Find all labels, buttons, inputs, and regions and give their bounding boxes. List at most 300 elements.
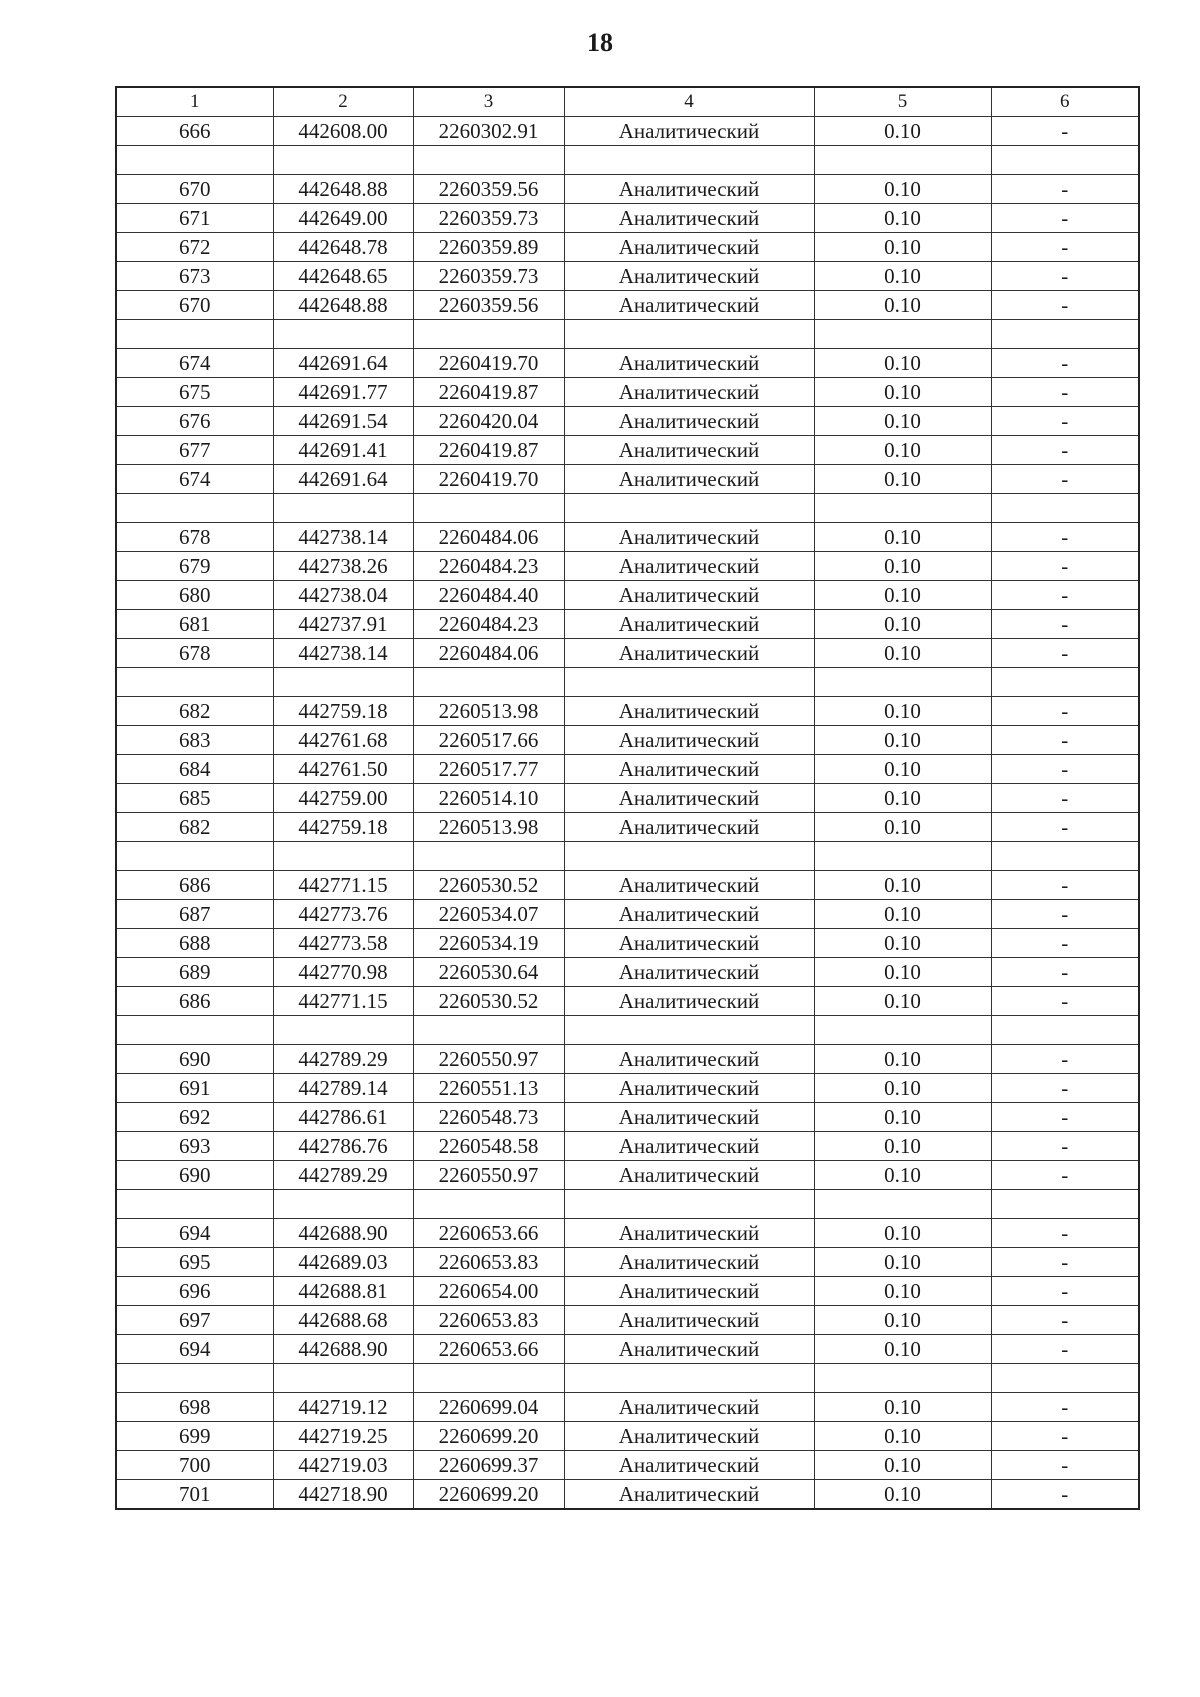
method-cell: Аналитический <box>564 1103 814 1132</box>
table-row <box>116 349 1139 378</box>
method-cell: Аналитический <box>564 1045 814 1074</box>
accuracy-cell <box>814 494 991 523</box>
method-cell: Аналитический <box>564 349 814 378</box>
point-number-cell: 689 <box>116 958 273 987</box>
table-row <box>116 1074 1139 1103</box>
accuracy-cell: 0.10 <box>814 1045 991 1074</box>
method-cell <box>564 1190 814 1219</box>
point-number-cell <box>116 668 273 697</box>
point-number-cell: 674 <box>116 465 273 494</box>
table-row <box>116 204 1139 233</box>
point-number-cell: 679 <box>116 552 273 581</box>
table-row <box>116 842 1139 871</box>
accuracy-cell: 0.10 <box>814 929 991 958</box>
note-cell: - <box>991 1045 1139 1074</box>
y-coordinate-cell <box>413 842 564 871</box>
y-coordinate-cell: 2260419.87 <box>413 378 564 407</box>
y-coordinate-cell: 2260530.52 <box>413 871 564 900</box>
accuracy-cell <box>814 668 991 697</box>
table-row <box>116 784 1139 813</box>
method-cell: Аналитический <box>564 407 814 436</box>
y-coordinate-cell: 2260419.87 <box>413 436 564 465</box>
accuracy-cell: 0.10 <box>814 117 991 146</box>
method-cell: Аналитический <box>564 929 814 958</box>
accuracy-cell: 0.10 <box>814 958 991 987</box>
method-cell: Аналитический <box>564 813 814 842</box>
y-coordinate-cell: 2260513.98 <box>413 813 564 842</box>
note-cell: - <box>991 349 1139 378</box>
point-number-cell: 688 <box>116 929 273 958</box>
method-cell: Аналитический <box>564 755 814 784</box>
note-cell: - <box>991 784 1139 813</box>
note-cell: - <box>991 1103 1139 1132</box>
point-number-cell <box>116 1016 273 1045</box>
accuracy-cell: 0.10 <box>814 871 991 900</box>
accuracy-cell: 0.10 <box>814 349 991 378</box>
method-cell: Аналитический <box>564 900 814 929</box>
point-number-cell: 673 <box>116 262 273 291</box>
note-cell: - <box>991 1306 1139 1335</box>
accuracy-cell: 0.10 <box>814 1451 991 1480</box>
point-number-cell: 692 <box>116 1103 273 1132</box>
point-number-cell: 666 <box>116 117 273 146</box>
table-row <box>116 262 1139 291</box>
method-cell: Аналитический <box>564 1277 814 1306</box>
method-cell <box>564 146 814 175</box>
accuracy-cell: 0.10 <box>814 1219 991 1248</box>
method-cell: Аналитический <box>564 1335 814 1364</box>
y-coordinate-cell: 2260530.64 <box>413 958 564 987</box>
method-cell: Аналитический <box>564 987 814 1016</box>
point-number-cell: 681 <box>116 610 273 639</box>
accuracy-cell: 0.10 <box>814 784 991 813</box>
point-number-cell <box>116 494 273 523</box>
accuracy-cell: 0.10 <box>814 987 991 1016</box>
note-cell: - <box>991 987 1139 1016</box>
accuracy-cell: 0.10 <box>814 552 991 581</box>
table-row <box>116 291 1139 320</box>
method-cell <box>564 1016 814 1045</box>
y-coordinate-cell: 2260513.98 <box>413 697 564 726</box>
x-coordinate-cell: 442738.26 <box>273 552 413 581</box>
note-cell: - <box>991 1219 1139 1248</box>
method-cell: Аналитический <box>564 1451 814 1480</box>
accuracy-cell: 0.10 <box>814 1074 991 1103</box>
table-row <box>116 1364 1139 1393</box>
x-coordinate-cell: 442789.14 <box>273 1074 413 1103</box>
y-coordinate-cell: 2260484.06 <box>413 523 564 552</box>
y-coordinate-cell: 2260699.20 <box>413 1480 564 1510</box>
point-number-cell: 674 <box>116 349 273 378</box>
point-number-cell: 697 <box>116 1306 273 1335</box>
x-coordinate-cell: 442688.90 <box>273 1219 413 1248</box>
accuracy-cell: 0.10 <box>814 1335 991 1364</box>
table-row <box>116 523 1139 552</box>
column-header: 4 <box>564 87 814 117</box>
method-cell: Аналитический <box>564 1480 814 1510</box>
method-cell: Аналитический <box>564 1161 814 1190</box>
note-cell: - <box>991 958 1139 987</box>
point-number-cell: 686 <box>116 987 273 1016</box>
accuracy-cell: 0.10 <box>814 639 991 668</box>
point-number-cell: 678 <box>116 639 273 668</box>
y-coordinate-cell: 2260548.58 <box>413 1132 564 1161</box>
point-number-cell: 690 <box>116 1045 273 1074</box>
y-coordinate-cell: 2260484.23 <box>413 610 564 639</box>
table-row <box>116 378 1139 407</box>
table-row <box>116 813 1139 842</box>
y-coordinate-cell <box>413 1190 564 1219</box>
method-cell: Аналитический <box>564 1248 814 1277</box>
method-cell: Аналитический <box>564 175 814 204</box>
note-cell: - <box>991 726 1139 755</box>
method-cell: Аналитический <box>564 726 814 755</box>
note-cell: - <box>991 639 1139 668</box>
y-coordinate-cell <box>413 1016 564 1045</box>
y-coordinate-cell: 2260534.07 <box>413 900 564 929</box>
method-cell: Аналитический <box>564 436 814 465</box>
point-number-cell: 685 <box>116 784 273 813</box>
note-cell: - <box>991 204 1139 233</box>
x-coordinate-cell: 442648.88 <box>273 291 413 320</box>
accuracy-cell: 0.10 <box>814 726 991 755</box>
x-coordinate-cell: 442688.90 <box>273 1335 413 1364</box>
table-row <box>116 726 1139 755</box>
point-number-cell <box>116 1190 273 1219</box>
method-cell: Аналитический <box>564 1132 814 1161</box>
accuracy-cell: 0.10 <box>814 465 991 494</box>
note-cell: - <box>991 407 1139 436</box>
x-coordinate-cell <box>273 842 413 871</box>
method-cell: Аналитический <box>564 233 814 262</box>
note-cell <box>991 1016 1139 1045</box>
point-number-cell: 694 <box>116 1335 273 1364</box>
point-number-cell <box>116 1364 273 1393</box>
accuracy-cell: 0.10 <box>814 204 991 233</box>
x-coordinate-cell: 442737.91 <box>273 610 413 639</box>
table-row <box>116 668 1139 697</box>
point-number-cell <box>116 320 273 349</box>
point-number-cell: 696 <box>116 1277 273 1306</box>
accuracy-cell <box>814 842 991 871</box>
x-coordinate-cell: 442759.18 <box>273 697 413 726</box>
point-number-cell: 698 <box>116 1393 273 1422</box>
note-cell: - <box>991 262 1139 291</box>
point-number-cell <box>116 842 273 871</box>
table-row <box>116 987 1139 1016</box>
note-cell: - <box>991 610 1139 639</box>
accuracy-cell <box>814 146 991 175</box>
x-coordinate-cell <box>273 320 413 349</box>
table-row <box>116 146 1139 175</box>
method-cell: Аналитический <box>564 697 814 726</box>
x-coordinate-cell: 442648.88 <box>273 175 413 204</box>
point-number-cell: 686 <box>116 871 273 900</box>
x-coordinate-cell: 442759.18 <box>273 813 413 842</box>
point-number-cell: 691 <box>116 1074 273 1103</box>
y-coordinate-cell: 2260484.06 <box>413 639 564 668</box>
note-cell <box>991 1190 1139 1219</box>
y-coordinate-cell: 2260517.66 <box>413 726 564 755</box>
x-coordinate-cell: 442719.25 <box>273 1422 413 1451</box>
accuracy-cell: 0.10 <box>814 1277 991 1306</box>
table-row <box>116 958 1139 987</box>
table-row <box>116 465 1139 494</box>
note-cell <box>991 842 1139 871</box>
accuracy-cell: 0.10 <box>814 436 991 465</box>
note-cell: - <box>991 1161 1139 1190</box>
accuracy-cell <box>814 1364 991 1393</box>
table-row <box>116 175 1139 204</box>
note-cell: - <box>991 1248 1139 1277</box>
note-cell <box>991 320 1139 349</box>
point-number-cell: 683 <box>116 726 273 755</box>
point-number-cell: 682 <box>116 697 273 726</box>
y-coordinate-cell: 2260550.97 <box>413 1045 564 1074</box>
point-number-cell: 690 <box>116 1161 273 1190</box>
method-cell: Аналитический <box>564 291 814 320</box>
note-cell: - <box>991 581 1139 610</box>
note-cell: - <box>991 755 1139 784</box>
note-cell: - <box>991 465 1139 494</box>
note-cell: - <box>991 871 1139 900</box>
table-row <box>116 755 1139 784</box>
x-coordinate-cell: 442759.00 <box>273 784 413 813</box>
y-coordinate-cell: 2260359.56 <box>413 175 564 204</box>
x-coordinate-cell <box>273 1016 413 1045</box>
method-cell: Аналитический <box>564 262 814 291</box>
x-coordinate-cell: 442738.04 <box>273 581 413 610</box>
y-coordinate-cell: 2260699.20 <box>413 1422 564 1451</box>
x-coordinate-cell: 442688.81 <box>273 1277 413 1306</box>
y-coordinate-cell: 2260359.89 <box>413 233 564 262</box>
method-cell: Аналитический <box>564 465 814 494</box>
y-coordinate-cell: 2260699.37 <box>413 1451 564 1480</box>
column-header: 1 <box>116 87 273 117</box>
x-coordinate-cell: 442719.12 <box>273 1393 413 1422</box>
method-cell: Аналитический <box>564 1074 814 1103</box>
method-cell: Аналитический <box>564 784 814 813</box>
method-cell: Аналитический <box>564 523 814 552</box>
point-number-cell: 672 <box>116 233 273 262</box>
x-coordinate-cell: 442648.78 <box>273 233 413 262</box>
point-number-cell: 699 <box>116 1422 273 1451</box>
method-cell <box>564 320 814 349</box>
note-cell <box>991 668 1139 697</box>
note-cell: - <box>991 175 1139 204</box>
page-number: 18 <box>587 28 613 57</box>
method-cell: Аналитический <box>564 552 814 581</box>
accuracy-cell: 0.10 <box>814 233 991 262</box>
x-coordinate-cell: 442688.68 <box>273 1306 413 1335</box>
y-coordinate-cell: 2260419.70 <box>413 465 564 494</box>
accuracy-cell: 0.10 <box>814 1422 991 1451</box>
column-header: 5 <box>814 87 991 117</box>
y-coordinate-cell <box>413 1364 564 1393</box>
table-row <box>116 1132 1139 1161</box>
x-coordinate-cell <box>273 668 413 697</box>
x-coordinate-cell: 442773.58 <box>273 929 413 958</box>
y-coordinate-cell: 2260419.70 <box>413 349 564 378</box>
method-cell: Аналитический <box>564 639 814 668</box>
y-coordinate-cell: 2260484.40 <box>413 581 564 610</box>
x-coordinate-cell: 442771.15 <box>273 871 413 900</box>
note-cell: - <box>991 552 1139 581</box>
accuracy-cell: 0.10 <box>814 1103 991 1132</box>
point-number-cell: 701 <box>116 1480 273 1510</box>
point-number-cell <box>116 146 273 175</box>
table-row <box>116 900 1139 929</box>
x-coordinate-cell: 442770.98 <box>273 958 413 987</box>
point-number-cell: 687 <box>116 900 273 929</box>
x-coordinate-cell: 442691.64 <box>273 349 413 378</box>
method-cell: Аналитический <box>564 1306 814 1335</box>
accuracy-cell: 0.10 <box>814 1306 991 1335</box>
column-header: 3 <box>413 87 564 117</box>
method-cell <box>564 668 814 697</box>
y-coordinate-cell: 2260653.83 <box>413 1248 564 1277</box>
method-cell: Аналитический <box>564 871 814 900</box>
note-cell: - <box>991 436 1139 465</box>
y-coordinate-cell: 2260420.04 <box>413 407 564 436</box>
x-coordinate-cell <box>273 494 413 523</box>
accuracy-cell: 0.10 <box>814 813 991 842</box>
y-coordinate-cell: 2260653.83 <box>413 1306 564 1335</box>
table-row <box>116 1016 1139 1045</box>
table-row <box>116 581 1139 610</box>
accuracy-cell: 0.10 <box>814 697 991 726</box>
table-row <box>116 1451 1139 1480</box>
point-number-cell: 670 <box>116 291 273 320</box>
method-cell: Аналитический <box>564 958 814 987</box>
y-coordinate-cell: 2260484.23 <box>413 552 564 581</box>
accuracy-cell: 0.10 <box>814 1393 991 1422</box>
point-number-cell: 695 <box>116 1248 273 1277</box>
point-number-cell: 675 <box>116 378 273 407</box>
accuracy-cell: 0.10 <box>814 1248 991 1277</box>
table-row <box>116 1422 1139 1451</box>
y-coordinate-cell: 2260359.73 <box>413 262 564 291</box>
table-row <box>116 1045 1139 1074</box>
table-body <box>116 117 1139 1510</box>
x-coordinate-cell: 442691.64 <box>273 465 413 494</box>
note-cell: - <box>991 233 1139 262</box>
x-coordinate-cell: 442786.76 <box>273 1132 413 1161</box>
y-coordinate-cell: 2260359.73 <box>413 204 564 233</box>
point-number-cell: 678 <box>116 523 273 552</box>
note-cell: - <box>991 523 1139 552</box>
x-coordinate-cell <box>273 1190 413 1219</box>
x-coordinate-cell: 442718.90 <box>273 1480 413 1510</box>
x-coordinate-cell: 442761.68 <box>273 726 413 755</box>
table-row <box>116 1103 1139 1132</box>
note-cell: - <box>991 1074 1139 1103</box>
table-row <box>116 1393 1139 1422</box>
note-cell: - <box>991 1277 1139 1306</box>
method-cell: Аналитический <box>564 204 814 233</box>
note-cell: - <box>991 1451 1139 1480</box>
note-cell: - <box>991 697 1139 726</box>
x-coordinate-cell: 442738.14 <box>273 639 413 668</box>
x-coordinate-cell: 442786.61 <box>273 1103 413 1132</box>
method-cell: Аналитический <box>564 1219 814 1248</box>
method-cell: Аналитический <box>564 1422 814 1451</box>
x-coordinate-cell: 442738.14 <box>273 523 413 552</box>
y-coordinate-cell: 2260653.66 <box>413 1219 564 1248</box>
x-coordinate-cell: 442689.03 <box>273 1248 413 1277</box>
x-coordinate-cell: 442789.29 <box>273 1161 413 1190</box>
point-number-cell: 680 <box>116 581 273 610</box>
note-cell: - <box>991 929 1139 958</box>
point-number-cell: 677 <box>116 436 273 465</box>
accuracy-cell: 0.10 <box>814 262 991 291</box>
x-coordinate-cell: 442771.15 <box>273 987 413 1016</box>
table-row <box>116 1335 1139 1364</box>
method-cell <box>564 842 814 871</box>
point-number-cell: 694 <box>116 1219 273 1248</box>
table-row <box>116 552 1139 581</box>
note-cell: - <box>991 291 1139 320</box>
table-row <box>116 407 1139 436</box>
table-row <box>116 1248 1139 1277</box>
table-row <box>116 117 1139 146</box>
column-header: 2 <box>273 87 413 117</box>
x-coordinate-cell: 442691.77 <box>273 378 413 407</box>
method-cell <box>564 494 814 523</box>
x-coordinate-cell: 442773.76 <box>273 900 413 929</box>
note-cell <box>991 494 1139 523</box>
x-coordinate-cell <box>273 1364 413 1393</box>
accuracy-cell <box>814 1190 991 1219</box>
y-coordinate-cell: 2260699.04 <box>413 1393 564 1422</box>
note-cell: - <box>991 1132 1139 1161</box>
table-row <box>116 697 1139 726</box>
y-coordinate-cell: 2260359.56 <box>413 291 564 320</box>
table-row <box>116 639 1139 668</box>
y-coordinate-cell: 2260530.52 <box>413 987 564 1016</box>
accuracy-cell: 0.10 <box>814 291 991 320</box>
accuracy-cell: 0.10 <box>814 1480 991 1510</box>
note-cell: - <box>991 813 1139 842</box>
table-row <box>116 929 1139 958</box>
method-cell: Аналитический <box>564 581 814 610</box>
accuracy-cell: 0.10 <box>814 407 991 436</box>
y-coordinate-cell: 2260548.73 <box>413 1103 564 1132</box>
accuracy-cell <box>814 320 991 349</box>
point-number-cell: 670 <box>116 175 273 204</box>
method-cell: Аналитический <box>564 610 814 639</box>
x-coordinate-cell <box>273 146 413 175</box>
table-row <box>116 1161 1139 1190</box>
x-coordinate-cell: 442649.00 <box>273 204 413 233</box>
table-row <box>116 1306 1139 1335</box>
accuracy-cell: 0.10 <box>814 610 991 639</box>
note-cell <box>991 146 1139 175</box>
x-coordinate-cell: 442691.54 <box>273 407 413 436</box>
column-header: 6 <box>991 87 1139 117</box>
table-row <box>116 610 1139 639</box>
y-coordinate-cell <box>413 668 564 697</box>
point-number-cell: 682 <box>116 813 273 842</box>
accuracy-cell: 0.10 <box>814 755 991 784</box>
y-coordinate-cell: 2260302.91 <box>413 117 564 146</box>
accuracy-cell: 0.10 <box>814 378 991 407</box>
y-coordinate-cell: 2260551.13 <box>413 1074 564 1103</box>
y-coordinate-cell: 2260517.77 <box>413 755 564 784</box>
accuracy-cell: 0.10 <box>814 581 991 610</box>
y-coordinate-cell: 2260550.97 <box>413 1161 564 1190</box>
note-cell: - <box>991 1335 1139 1364</box>
